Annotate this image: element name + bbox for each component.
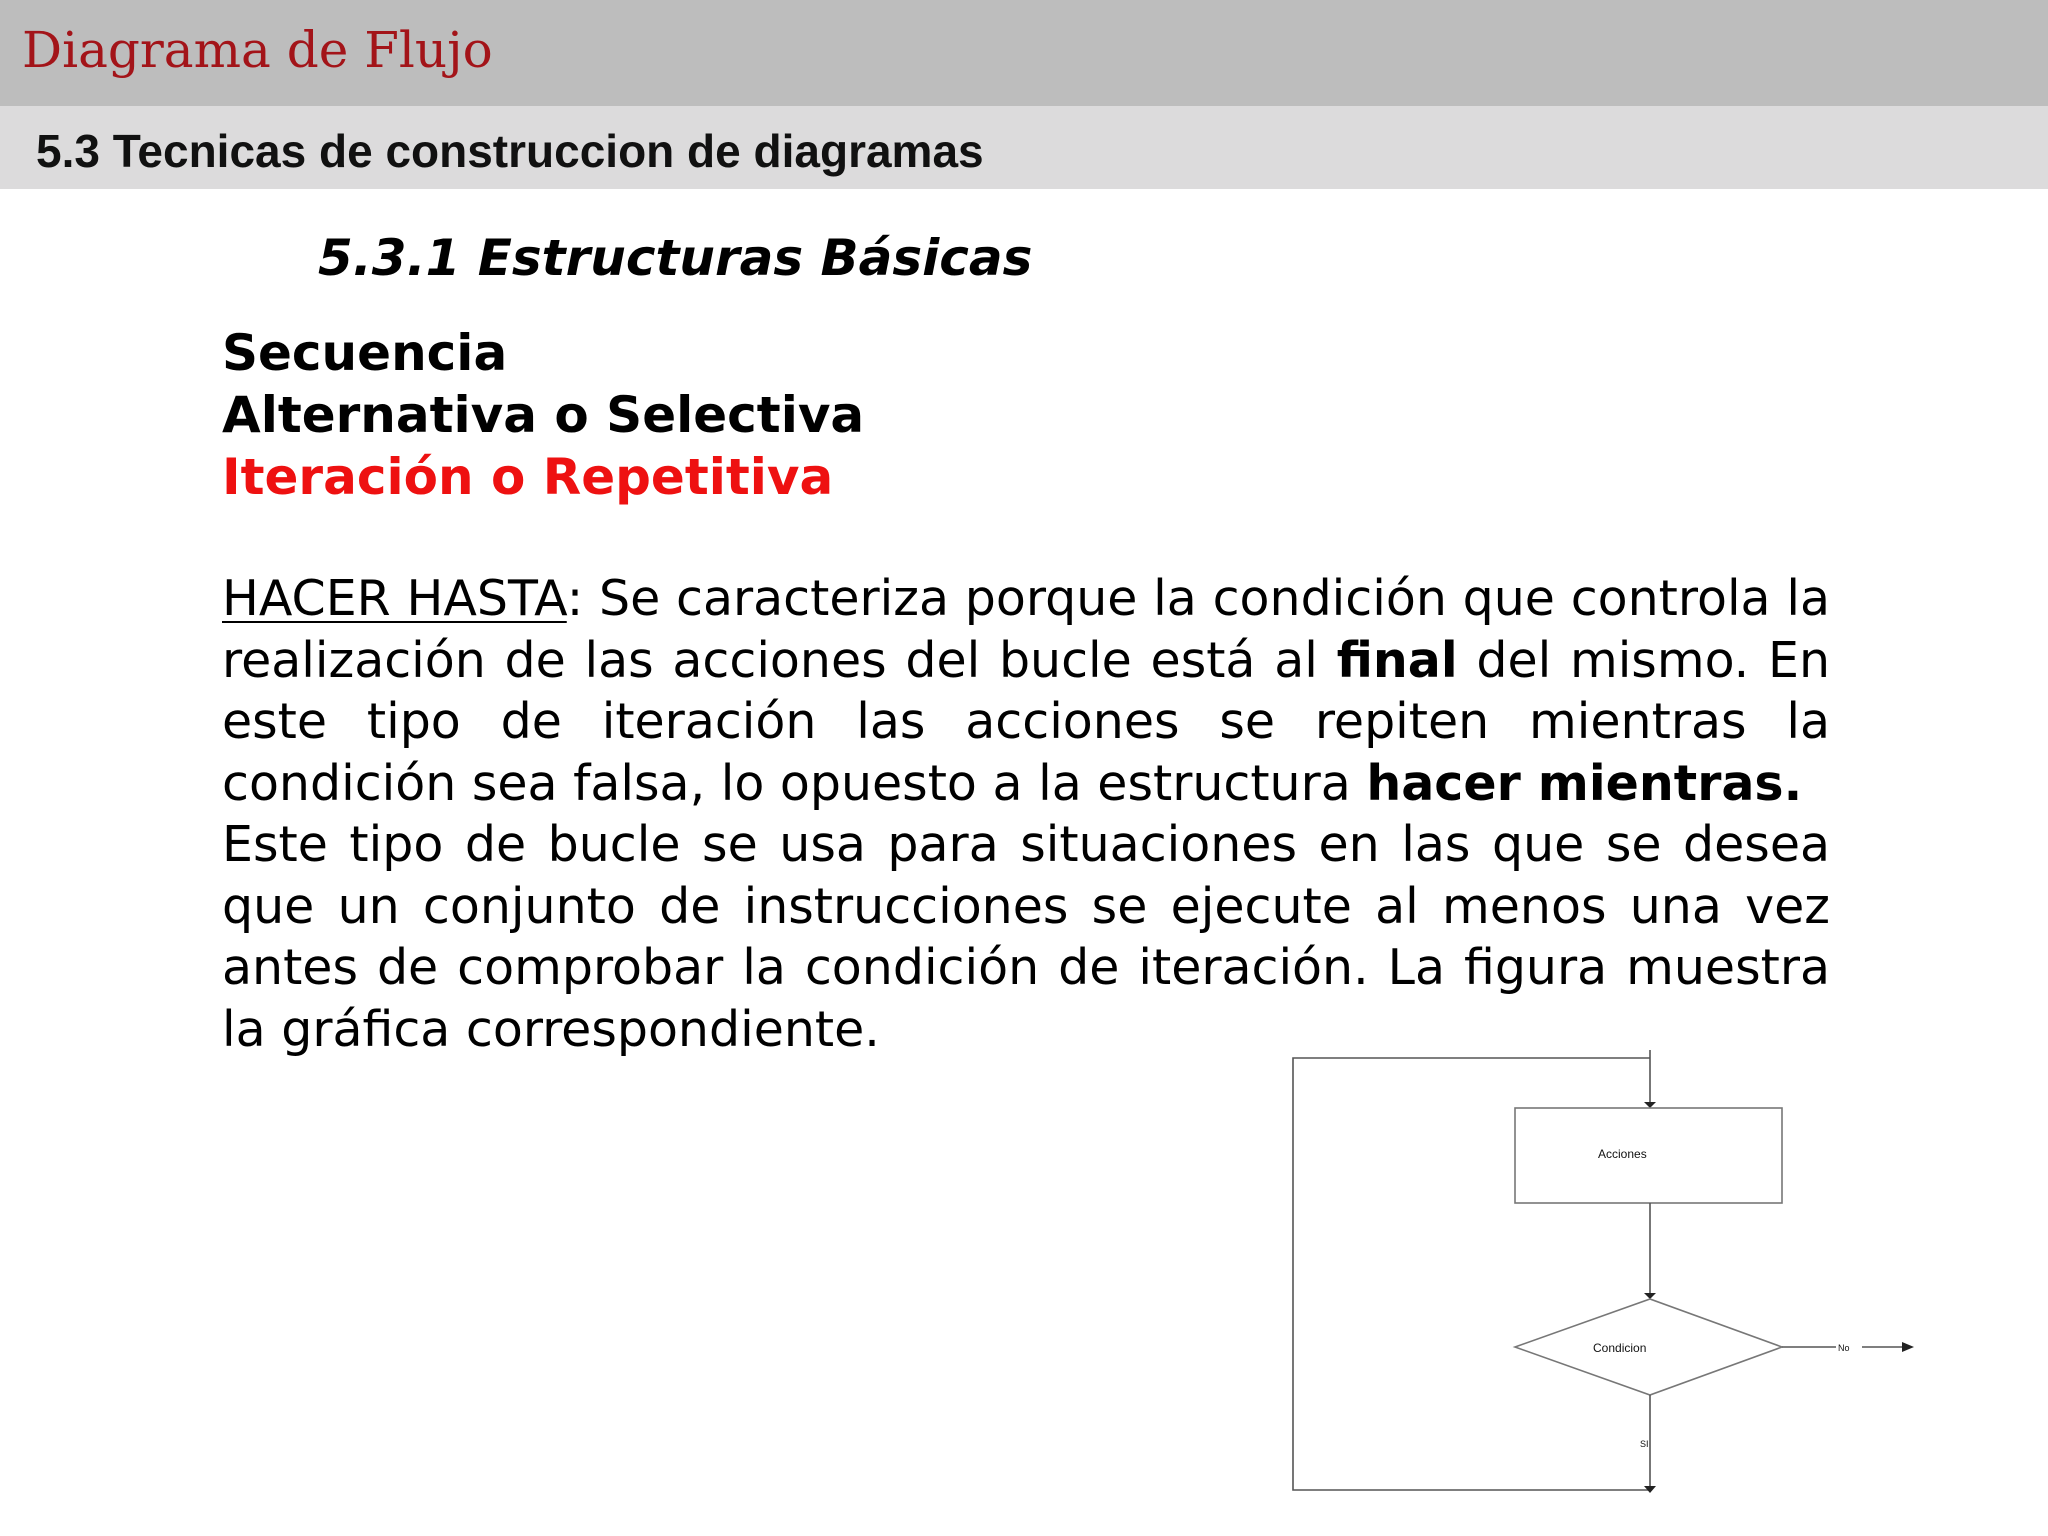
actions-box	[1515, 1108, 1782, 1203]
flowchart-diagram	[1290, 1050, 1930, 1510]
section-heading: 5.3.1 Estructuras Básicas	[318, 229, 1033, 287]
paragraph-text: : Se caracteriza porque la condición que controla la realización de las acciones del bucle está al	[222, 570, 1830, 689]
bold-final: final	[1336, 631, 1458, 689]
yes-label: SI	[1640, 1439, 1649, 1449]
subtitle-bar	[0, 106, 2048, 189]
structure-item-secuencia: Secuencia	[222, 324, 508, 382]
body-text	[222, 568, 1830, 1060]
slide-title: Diagrama de Flujo	[22, 21, 493, 79]
condition-diamond	[1515, 1299, 1782, 1395]
term-hacer-hasta: HACER HASTA	[222, 570, 567, 627]
arrow-into-condition	[1644, 1293, 1656, 1299]
slide-subtitle: 5.3 Tecnicas de construccion de diagramas	[36, 125, 984, 177]
bold-hacer-mientras: hacer mientras.	[1366, 754, 1803, 812]
actions-label: Acciones	[1598, 1147, 1647, 1161]
arrow-no-exit	[1902, 1342, 1914, 1352]
paragraph-hacer-hasta	[222, 568, 1830, 814]
structure-item-alternativa: Alternativa o Selectiva	[222, 386, 865, 444]
structure-list	[222, 322, 864, 508]
no-label: No	[1838, 1343, 1850, 1353]
arrow-into-actions	[1644, 1102, 1656, 1108]
paragraph-text: del mismo. En este tipo de iteración las acciones se repiten mientras la condición sea falsa, lo opuesto a la estructura	[222, 631, 1831, 812]
paragraph-uso: Este tipo de bucle se usa para situaciones en las que se desea que un conjunto de instrucciones se ejecute al menos una vez antes de comprobar la condición de iteración. La figura muestra la gráfica correspondiente.	[222, 816, 1830, 1058]
title-bar	[0, 0, 2048, 106]
structure-item-iteracion: Iteración o Repetitiva	[222, 448, 834, 506]
condition-label: Condicion	[1593, 1341, 1647, 1355]
